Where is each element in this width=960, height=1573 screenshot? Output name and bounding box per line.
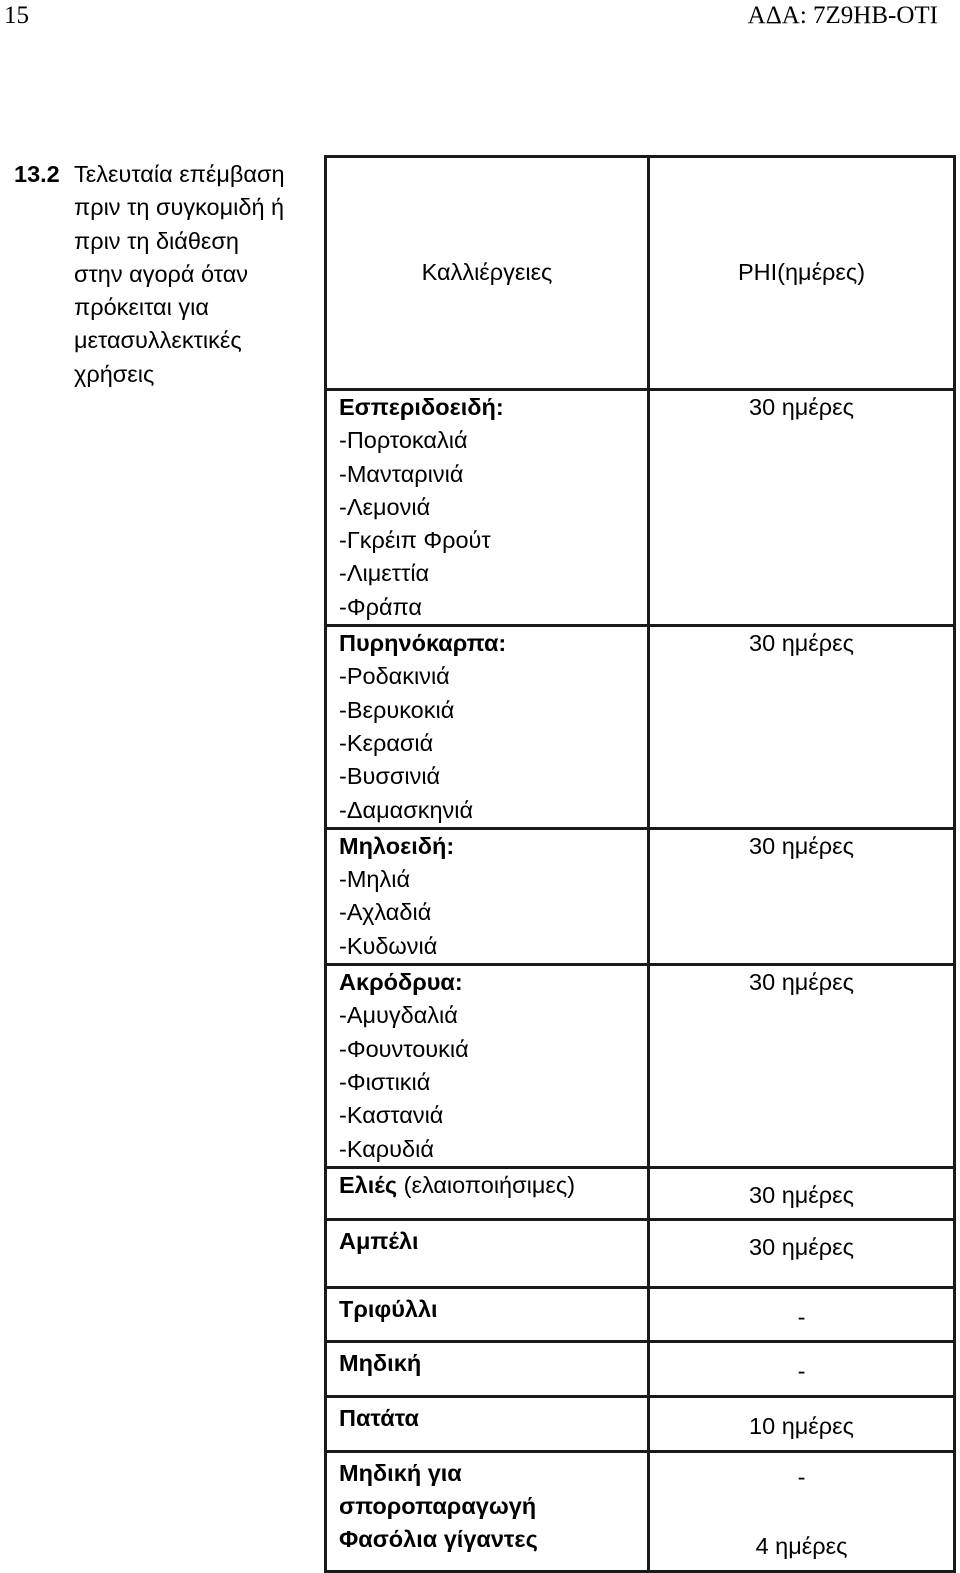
column-header-phi: PHI(ημέρες) <box>649 157 955 390</box>
crop-item: -Ροδακινιά <box>339 663 450 690</box>
crop-item: -Βυσσινιά <box>339 763 441 790</box>
crop-note: (ελαιοποιήσιμες) <box>403 1171 576 1198</box>
crop-group: Πυρηνόκαρπα: <box>339 630 507 657</box>
phi-value: 30 ημέρες <box>749 1233 854 1260</box>
phi-value: 30 ημέρες <box>749 1181 854 1208</box>
table-row <box>326 1451 955 1571</box>
table-row <box>326 390 955 626</box>
section-number: 13.2 <box>14 161 60 187</box>
table-header-row <box>326 157 955 390</box>
crop-group: Μηδική για <box>339 1459 462 1486</box>
crop-item: -Αμυγδαλιά <box>339 1002 458 1029</box>
section-line: Τελευταία επέμβαση <box>74 161 285 187</box>
crop-group: Πατάτα <box>339 1404 419 1431</box>
crop-item: -Δαμασκηνιά <box>339 796 474 823</box>
phi-value: - <box>797 1357 806 1384</box>
table-row <box>326 1287 955 1341</box>
phi-value: 4 ημέρες <box>755 1533 848 1560</box>
ada-code: ΑΔΑ: 7Ζ9ΗΒ-ΟΤΙ <box>747 2 938 29</box>
crop-item: -Λεμονιά <box>339 493 431 520</box>
crop-item: -Φουντουκιά <box>339 1035 469 1062</box>
crop-group: Τριφύλλι <box>339 1295 438 1322</box>
table-row <box>326 1341 955 1396</box>
section-line: στην αγορά όταν <box>74 260 249 287</box>
section-line: πριν τη διάθεση <box>74 227 239 254</box>
phi-value: 30 ημέρες <box>749 630 854 657</box>
section-line: μετασυλλεκτικές <box>74 327 242 354</box>
phi-value: 30 ημέρες <box>749 394 854 420</box>
crop-group: Ελιές <box>339 1171 398 1198</box>
table-row <box>326 1396 955 1451</box>
table-row <box>326 626 955 829</box>
crop-item: -Πορτοκαλιά <box>339 427 468 454</box>
crop-item: -Καρυδιά <box>339 1135 434 1162</box>
section-line: χρήσεις <box>74 360 155 387</box>
table-row <box>326 828 955 964</box>
section-line: πριν τη συγκομιδή ή <box>74 194 285 221</box>
table-row <box>326 1219 955 1287</box>
phi-value: 10 ημέρες <box>749 1412 854 1439</box>
section-heading <box>14 158 314 391</box>
crop-item: -Λιμεττία <box>339 560 430 587</box>
phi-value: 30 ημέρες <box>749 832 854 859</box>
phi-value: - <box>797 1303 806 1330</box>
crop-item: -Γκρέιπ Φρούτ <box>339 527 491 554</box>
crop-group: Αμπέλι <box>339 1227 419 1254</box>
crop-item: -Φιστικιά <box>339 1068 431 1095</box>
crop-item: -Κερασιά <box>339 729 434 756</box>
crop-group: σποροπαραγωγή <box>339 1493 537 1520</box>
phi-value: - <box>797 1463 806 1490</box>
crop-item: -Αχλαδιά <box>339 899 432 926</box>
crop-group: Φασόλια γίγαντες <box>339 1526 538 1553</box>
crop-group: Ακρόδρυα: <box>339 969 463 996</box>
crop-group: Μηδική <box>339 1349 422 1376</box>
section-line: πρόκειται για <box>74 294 209 321</box>
crop-item: -Κυδωνιά <box>339 932 438 959</box>
crop-item: -Μανταρινιά <box>339 460 464 487</box>
phi-value: 30 ημέρες <box>749 969 854 996</box>
crop-item: -Καστανιά <box>339 1102 444 1129</box>
crop-group: Μηλοειδή: <box>339 832 455 859</box>
crop-item: -Βερυκοκιά <box>339 696 455 723</box>
phi-table <box>324 155 956 1573</box>
table-row <box>326 965 955 1168</box>
crop-group: Εσπεριδοειδή: <box>339 394 504 420</box>
column-header-crops: Καλλιέργειες <box>326 157 649 390</box>
page-number: 15 <box>4 2 29 29</box>
crop-item: -Φράπα <box>339 593 422 620</box>
table-row <box>326 1167 955 1219</box>
crop-item: -Μηλιά <box>339 866 411 893</box>
